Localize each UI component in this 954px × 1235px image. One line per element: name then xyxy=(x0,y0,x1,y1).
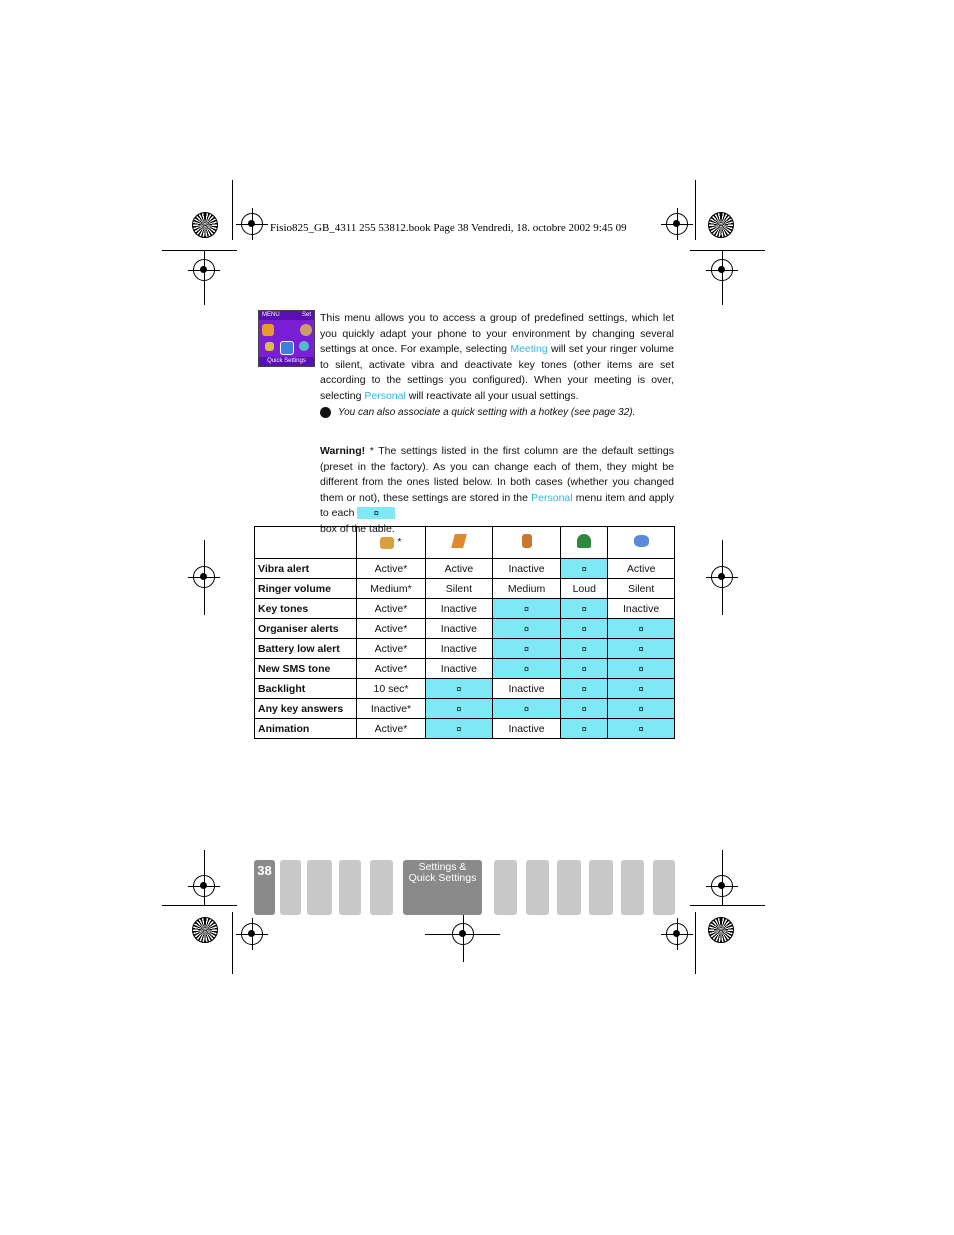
table-cell: Silent xyxy=(608,579,675,599)
table-cell: ¤ xyxy=(492,659,561,679)
table-cell: Inactive xyxy=(608,599,675,619)
table-cell: Inactive xyxy=(426,599,493,619)
table-cell: Active* xyxy=(357,559,426,579)
table-cell: ¤ xyxy=(608,679,675,699)
row-label: Backlight xyxy=(255,679,357,699)
table-cell: Active xyxy=(608,559,675,579)
warning-paragraph xyxy=(320,444,674,537)
table-cell: Inactive xyxy=(492,679,561,699)
table-cell: ¤ xyxy=(561,619,608,639)
screen-top-right-label: Set xyxy=(301,312,311,318)
table-row xyxy=(255,679,675,699)
table-cell: Inactive xyxy=(492,559,561,579)
row-label: Any key answers xyxy=(255,699,357,719)
box-icon xyxy=(262,324,274,336)
table-row xyxy=(255,559,675,579)
selected-settings-icon xyxy=(280,341,294,355)
intro-text-c: will reactivate all your usual settings. xyxy=(405,389,579,402)
table-cell: ¤ xyxy=(492,599,561,619)
meeting-link[interactable]: Meeting xyxy=(510,343,548,355)
table-cell: ¤ xyxy=(561,599,608,619)
table-header-row xyxy=(255,527,675,559)
col-headset-header xyxy=(608,527,675,559)
table-cell: ¤ xyxy=(426,679,493,699)
row-label: Ringer volume xyxy=(255,579,357,599)
row-label: New SMS tone xyxy=(255,659,357,679)
tab-blank-2 xyxy=(307,860,332,915)
table-cell: ¤ xyxy=(608,659,675,679)
quick-settings-table xyxy=(254,526,675,739)
table-body xyxy=(255,559,675,739)
cyan-box-sample: ¤ xyxy=(357,507,395,519)
tab-blank-6 xyxy=(526,860,549,915)
section-title-line1: Settings & xyxy=(418,861,467,873)
tab-blank-4 xyxy=(370,860,393,915)
tab-blank-9 xyxy=(621,860,644,915)
table-cell: ¤ xyxy=(608,719,675,739)
table-cell: ¤ xyxy=(492,639,561,659)
col-car-header xyxy=(561,527,608,559)
table-cell: Medium* xyxy=(357,579,426,599)
col-personal-header xyxy=(357,527,426,559)
eye-icon xyxy=(300,324,312,336)
row-label: Key tones xyxy=(255,599,357,619)
section-tab xyxy=(403,860,482,915)
row-label: Animation xyxy=(255,719,357,739)
table-cell: Inactive* xyxy=(357,699,426,719)
intro-text-a: This menu allows you to access a group of predefined settings, which let you quickly adapt your phone to your environment by changing several settings at once. For example, selecting xyxy=(320,312,674,355)
tab-blank-10 xyxy=(653,860,675,915)
hotkey-tip-icon xyxy=(320,407,331,418)
warning-text-c: box of the table. xyxy=(320,522,395,535)
table-cell: Inactive xyxy=(426,659,493,679)
row-label: Organiser alerts xyxy=(255,619,357,639)
table-cell: ¤ xyxy=(608,699,675,719)
warning-text-a: * The settings listed in the first column are the default settings (preset in the factory). As you can change each of them, they might be different from the ones listed below. In both cases (whether you changed them or not), these settings are stored in the xyxy=(320,445,674,504)
page-number: 38 xyxy=(254,860,275,915)
screen-menu-bar xyxy=(259,311,314,320)
warning-label: Warning! xyxy=(320,445,366,457)
warning-text-b: menu item and apply to each xyxy=(320,491,674,519)
personal-link[interactable]: Personal xyxy=(364,389,406,402)
table-cell: ¤ xyxy=(561,699,608,719)
table-cell: ¤ xyxy=(561,639,608,659)
table-cell: ¤ xyxy=(608,639,675,659)
section-title-line2: Quick Settings xyxy=(408,872,477,884)
col-meeting-header xyxy=(492,527,561,559)
table-cell: Inactive xyxy=(426,639,493,659)
table-row xyxy=(255,619,675,639)
table-cell: ¤ xyxy=(492,619,561,639)
table-cell: ¤ xyxy=(561,719,608,739)
table-row xyxy=(255,699,675,719)
screen-menu-label: MENU xyxy=(262,312,280,318)
table-cell: ¤ xyxy=(426,719,493,739)
table-corner-cell xyxy=(255,527,357,559)
headset-icon xyxy=(634,535,649,547)
warning-personal-link[interactable]: Personal xyxy=(531,491,573,504)
table-cell: Loud xyxy=(561,579,608,599)
tip-row xyxy=(320,407,680,418)
table-cell: Medium xyxy=(492,579,561,599)
table-cell: Active* xyxy=(357,719,426,739)
table-cell: Active* xyxy=(357,599,426,619)
table-cell: ¤ xyxy=(492,699,561,719)
personal-icon xyxy=(380,537,394,549)
tab-blank-8 xyxy=(589,860,613,915)
table-cell: Active* xyxy=(357,619,426,639)
table-row xyxy=(255,579,675,599)
table-cell: 10 sec* xyxy=(357,679,426,699)
face-icon xyxy=(299,341,309,351)
row-label: Battery low alert xyxy=(255,639,357,659)
tools-icon xyxy=(265,342,274,351)
col-outdoor-header xyxy=(426,527,493,559)
table-cell: Active* xyxy=(357,659,426,679)
row-label: Vibra alert xyxy=(255,559,357,579)
table-row xyxy=(255,599,675,619)
meeting-icon xyxy=(522,534,532,548)
table-row xyxy=(255,719,675,739)
intro-text-b: will set your ringer volume to silent, activate vibra and deactivate key tones (other items are set according to the settings you configured). When your meeting is over, selecting xyxy=(320,343,674,402)
tab-blank-3 xyxy=(339,860,361,915)
table-cell: ¤ xyxy=(608,619,675,639)
table-cell: Inactive xyxy=(492,719,561,739)
car-icon xyxy=(577,534,591,548)
table-cell: Inactive xyxy=(426,619,493,639)
header-star: * xyxy=(397,536,402,549)
table-row xyxy=(255,639,675,659)
screen-caption: Quick Settings xyxy=(259,357,314,366)
tip-text: You can also associate a quick setting with a hotkey (see page 32). xyxy=(338,407,636,418)
table-cell: Active xyxy=(426,559,493,579)
table-cell: ¤ xyxy=(426,699,493,719)
phone-screen-thumbnail xyxy=(258,310,315,367)
outdoor-icon xyxy=(451,534,467,548)
tab-blank-1 xyxy=(280,860,301,915)
file-info-header: Fisio825_GB_4311 255 53812.book Page 38 Vendredi, 18. octobre 2002 9:45 09 xyxy=(270,222,627,234)
table-cell: ¤ xyxy=(561,679,608,699)
intro-paragraph xyxy=(320,311,674,404)
tab-blank-5 xyxy=(494,860,517,915)
table-cell: ¤ xyxy=(561,659,608,679)
table-row xyxy=(255,659,675,679)
table-cell: ¤ xyxy=(561,559,608,579)
tab-blank-7 xyxy=(557,860,581,915)
table-cell: Active* xyxy=(357,639,426,659)
table-cell: Silent xyxy=(426,579,493,599)
